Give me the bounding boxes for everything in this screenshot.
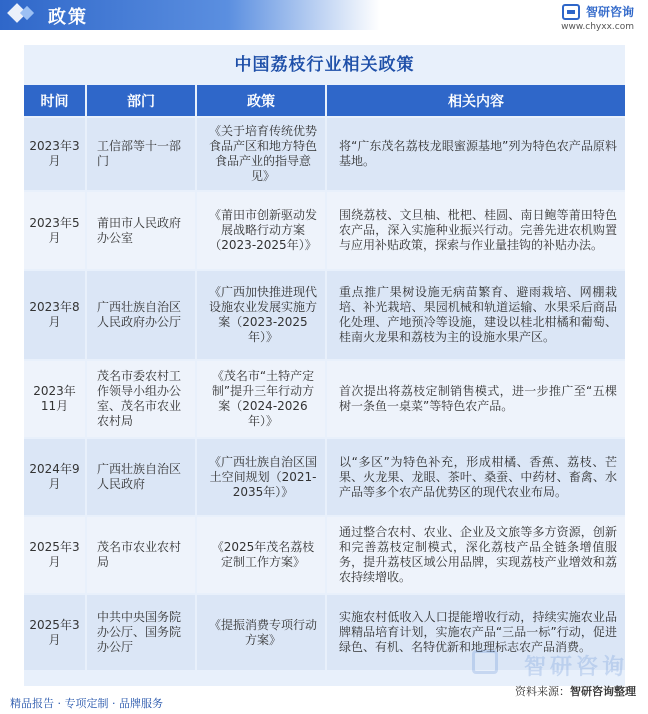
table-row <box>24 117 625 191</box>
table-row <box>24 191 625 270</box>
cell-content: 将“广东茂名荔枝龙眼蜜源基地”列为特色农产品原料基地。 <box>326 117 625 191</box>
cell-content: 首次提出将荔枝定制销售模式，进一步推广至“五棵树一条鱼一桌菜”等特色农产品。 <box>326 360 625 438</box>
cell-time: 2023年5月 <box>24 191 86 270</box>
brand <box>562 3 634 20</box>
page-header <box>0 0 648 30</box>
cell-policy: 《关于培育传统优势食品产区和地方特色食品产业的指导意见》 <box>196 117 326 191</box>
table-row <box>24 438 625 516</box>
brand-name: 智研咨询 <box>585 5 634 19</box>
cell-time: 2025年3月 <box>24 516 86 594</box>
policy-table <box>24 85 625 670</box>
cell-content: 以“多区”为特色补充，形成柑橘、香蕉、荔枝、芒果、火龙果、龙眼、茶叶、桑蚕、中药材、畜禽、水产品等多个农产品优势区的现代农业布局。 <box>326 438 625 516</box>
brand-url: www.chyxx.com <box>561 22 634 32</box>
column-header-time: 时间 <box>24 85 86 117</box>
cell-time: 2025年3月 <box>24 594 86 670</box>
cell-time: 2023年3月 <box>24 117 86 191</box>
cell-time: 2024年9月 <box>24 438 86 516</box>
cell-policy: 《莆田市创新驱动发展战略行动方案（2023-2025年）》 <box>196 191 326 270</box>
cell-dept: 茂名市委农村工作领导小组办公室、茂名市农业农村局 <box>86 360 196 438</box>
cell-policy: 《茂名市“土特产定制”提升三年行动方案（2024-2026年）》 <box>196 360 326 438</box>
cell-policy: 《广西壮族自治区国土空间规划（2021-2035年）》 <box>196 438 326 516</box>
source-label: 资料来源： <box>515 685 570 698</box>
cell-policy: 《提振消费专项行动方案》 <box>196 594 326 670</box>
cell-dept: 广西壮族自治区人民政府 <box>86 438 196 516</box>
source-value: 智研咨询整理 <box>570 685 636 698</box>
brand-logo-icon <box>562 4 580 20</box>
cell-dept: 莆田市人民政府办公室 <box>86 191 196 270</box>
table-row <box>24 270 625 360</box>
source-note <box>515 683 636 699</box>
cell-dept: 中共中央国务院办公厅、国务院办公厅 <box>86 594 196 670</box>
cell-time: 2023年11月 <box>24 360 86 438</box>
cell-time: 2023年8月 <box>24 270 86 360</box>
column-header-policy: 政策 <box>196 85 326 117</box>
table-row <box>24 360 625 438</box>
header-bar <box>0 0 380 30</box>
cell-content: 通过整合农村、农业、企业及文旅等多方资源，创新和完善荔枝定制模式，深化荔枝产品全链条增值服务，提升荔枝区域公用品牌，实现荔枝产业增效和荔农持续增收。 <box>326 516 625 594</box>
cell-policy: 《广西加快推进现代设施农业发展实施方案（2023-2025年）》 <box>196 270 326 360</box>
table-title: 中国荔枝行业相关政策 <box>234 55 415 75</box>
column-header-content: 相关内容 <box>326 85 625 117</box>
cell-dept: 工信部等十一部门 <box>86 117 196 191</box>
cell-content: 围绕荔枝、文旦柚、枇杷、桂圆、南日鲍等莆田特色农产品，深入实施种业振兴行动。完善先进农机购置与应用补贴政策，探索与作业量挂钩的补贴办法。 <box>326 191 625 270</box>
column-header-dept: 部门 <box>86 85 196 117</box>
cell-content: 重点推广果树设施无病苗繁育、避雨栽培、网棚栽培、补光栽培、果园机械和轨道运输、水果采后商品化处理、产地预冷等设施，建设以桂北柑橘和葡萄、桂南火龙果和荔枝为主的设施水果产区。 <box>326 270 625 360</box>
cell-dept: 广西壮族自治区人民政府办公厅 <box>86 270 196 360</box>
policy-card <box>24 45 625 686</box>
watermark-logo-icon <box>472 650 498 674</box>
cell-content: 实施农村低收入人口提能增收行动，持续实施农业品牌精品培育计划，实施农产品“三品一标”行动，促进绿色、有机、名特优新和地理标志农产品消费。 <box>326 594 625 670</box>
table-row <box>24 516 625 594</box>
cell-policy: 《2025年茂名荔枝定制工作方案》 <box>196 516 326 594</box>
table-header-row <box>24 85 625 117</box>
cell-dept: 茂名市农业农村局 <box>86 516 196 594</box>
section-title: 政策 <box>48 7 88 28</box>
watermark: 智研咨询 <box>523 655 628 680</box>
footer-slogan: 精品报告 · 专项定制 · 品牌服务 <box>10 697 163 710</box>
